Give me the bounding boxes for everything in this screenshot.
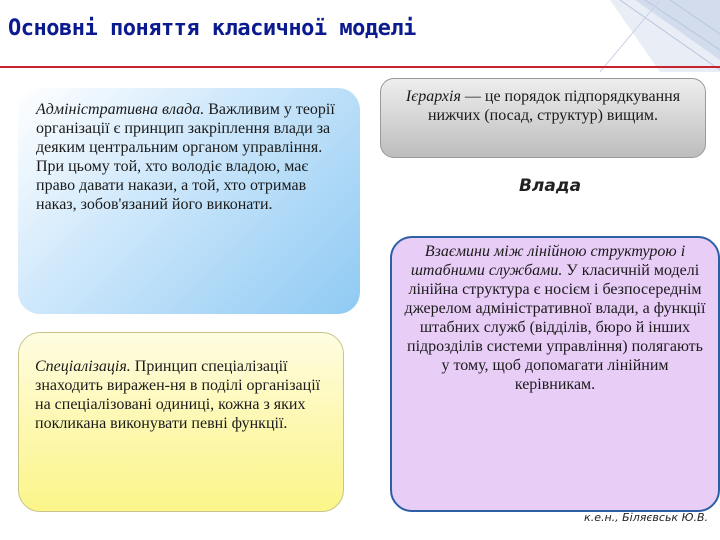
specialization-text [35, 357, 329, 433]
admin-power-lead: Адміністративна влада. [36, 101, 205, 118]
hierarchy-lead: Ієрархія [405, 88, 461, 105]
power-label: Влада [518, 176, 582, 196]
line-staff-body: У класичній моделі лінійна структура є носієм і безпосереднім джерелом адміністративної влади, а функції штабних служб (відділів, бюро й інших підрозділів системи управління) полягають у тому, щоб допомагати лінійним керівникам. [404, 262, 706, 393]
hierarchy-box [380, 78, 706, 158]
admin-power-box [18, 88, 360, 314]
specialization-lead: Спеціалізація. [35, 358, 131, 375]
admin-power-body: Важливим у теорії організації є принцип закріплення влади за деяким центральним органом управління. При цьому той, хто володіє владою, має право давати накази, а той, хто отримав наказ, зобов'язаний його виконати. [36, 101, 335, 213]
line-staff-lead: Взаємини між лінійною структурою і штабними службами. [410, 243, 686, 279]
slide-title: Основні поняття класичної моделі [8, 16, 416, 41]
author-credit: к.е.н., Біляєвськ Ю.В. [584, 511, 708, 524]
line-staff-relations-box [390, 236, 720, 512]
corner-decoration-graphic [590, 0, 720, 72]
specialization-box [18, 332, 344, 512]
hierarchy-body: — це порядок підпорядкування нижчих (посад, структур) вищим. [427, 88, 681, 124]
specialization-body: Принцип спеціалізації знаходить виражен-ня в поділі організації на спеціалізовані одиниці, кожна з яких покликана виконувати певні функції. [35, 358, 321, 432]
line-staff-text [402, 242, 708, 394]
hierarchy-text [393, 87, 693, 125]
admin-power-text [36, 100, 346, 214]
header-divider [0, 66, 720, 68]
